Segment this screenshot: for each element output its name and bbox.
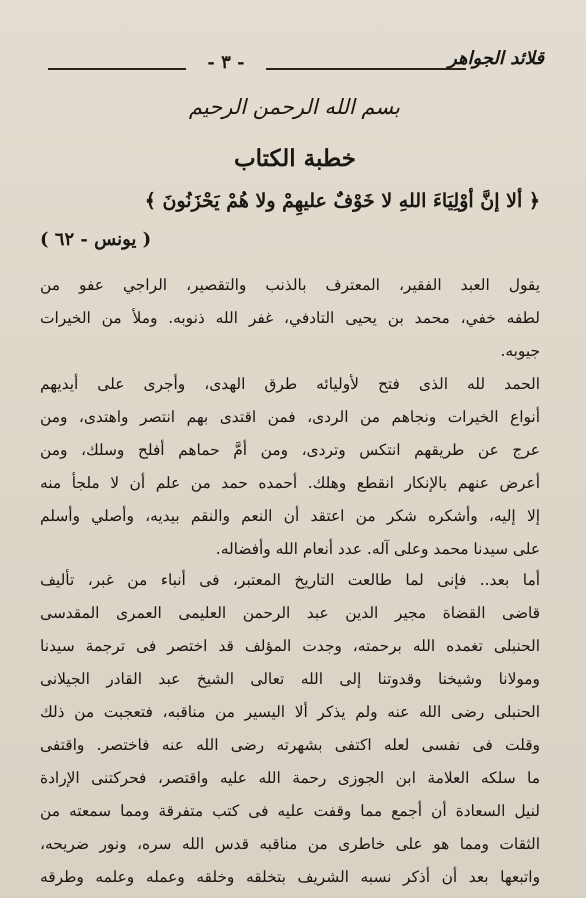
text-line: الحمد لله الذى فتح لأوليائه طرق الهدى، وأجرى على أيديهم <box>40 375 540 393</box>
text-line: على سيدنا محمد وعلى آله. عدد أنعام الله وأفضاله. <box>215 540 540 558</box>
text-line: ومولانا وشيخنا وقدوتنا إلى الله تعالى الشيخ عبد القادر الجيلانى <box>40 670 540 688</box>
quran-verse: ﴿ ألا إنَّ أوْلِيَاءَ اللهِ لا خَوْفٌ عليهِمْ ولا هُمْ يَحْزَنُونَ ﴾ <box>144 190 540 212</box>
page-title: خطبة الكتاب <box>233 145 357 172</box>
header-rule-left <box>48 68 186 70</box>
header-rule-right <box>266 68 466 70</box>
text-line: أعرض عنهم بالإنكار انقطع وهلك. أحمده حمد من علم أن لا ملجأ منه <box>40 474 540 492</box>
verse-reference: ( يونس - ٦٢ ) <box>40 229 152 250</box>
paragraph-intro <box>40 269 540 368</box>
running-title: قلائد الجواهر <box>448 48 544 69</box>
text-line: أما بعد.. فإنى لما طالعت التاريخ المعتبر، فى أنباء من غبر، تأليف <box>40 571 540 589</box>
text-line: ما سلكه العلامة ابن الجوزى رحمة الله عليه واقتصر، فحركتنى الإرادة <box>40 769 540 787</box>
text-line: الحنبلى تغمده الله برحمته، وجدت المؤلف قد اختصر فى ترجمة سيدنا <box>40 637 540 655</box>
text-line: جيوبه. <box>500 342 540 360</box>
paragraph-main <box>40 564 540 894</box>
text-line: وقلت فى نفسى لعله اكتفى بشهرته رضى الله عنه فاختصر. واقتفى <box>40 736 540 754</box>
basmala: بسم الله الرحمن الرحيم <box>188 95 400 119</box>
text-line: واتبعها بعد أن أذكر نسبه الشريف بتخلقه وخلقه وعمله وعلمه وطرقه <box>40 868 540 886</box>
page-number: - ٣ - <box>207 52 245 73</box>
page-header <box>48 48 544 90</box>
text-line: إلا إليه، وأشكره شكر من اعتقد أن النعم والنقم بيديه، وأصلي وأسلم <box>40 507 540 525</box>
text-line: لنيل السعادة أن أجمع مما وقفت عليه فى كتب متفرقة ومما سمعته من <box>40 802 540 820</box>
paragraph-praise <box>40 368 540 566</box>
text-line: الثقات ومما هو على خاطرى من مناقبه قدس الله سره، ونور ضريحه، <box>40 835 540 853</box>
text-line: يقول العبد الفقير، المعترف بالذنب والتقصير، الراجي عفو من <box>40 276 540 294</box>
text-line: الحنبلى رضى الله عنه ولم يذكر ألا اليسير من مناقبه، فتعجبت من ذلك <box>40 703 540 721</box>
text-line: عرج عن طريقهم انتكس وتردى، ومن أمَّ حماهم أفلح وسلك، ومن <box>40 441 540 459</box>
text-line: أنواع الخيرات ونجاهم من الردى، فمن اقتدى بهم انتصر واهتدى، ومن <box>40 408 540 426</box>
text-line: قاضى القضاة مجير الدين عبد الرحمن العليمى العمرى المقدسى <box>40 604 540 622</box>
text-line: لطفه خفي، محمد بن يحيى التادفي، غفر الله ذنوبه. وملأ من الخيرات <box>40 309 540 327</box>
